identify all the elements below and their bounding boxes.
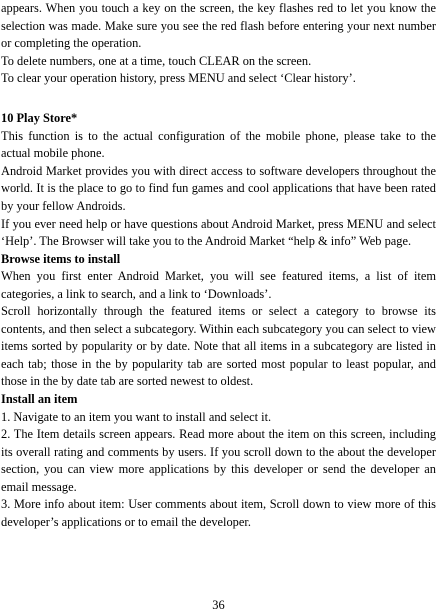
- install-heading: Install an item: [1, 392, 78, 407]
- intro-paragraph-3: To clear your operation history, press MENU and select ‘Clear history’.: [1, 71, 356, 86]
- section-paragraph-1: This function is to the actual configuration of the mobile phone, please take to the actual mobile phone.: [1, 128, 436, 161]
- browse-paragraph-1: When you first enter Android Market, you will see featured items, a list of item categories, a link to search, and a link to ‘Downloads’.: [1, 269, 436, 301]
- section-title: 10 Play Store*: [1, 111, 78, 126]
- page-number: 36: [212, 598, 225, 612]
- browse-paragraph-2: Scroll horizontally through the featured items or select a category to browse its contents, and then select a subcategory. Within each subcategory you can select to view items sorted by popularity or by date. Note that all items in a subcategory are listed in each tab; those in the by popularity tab are sorted most popular to least popular, and those in the by date tab are sorted newest to oldest.: [1, 304, 436, 389]
- section-paragraph-2: Android Market provides you with direct access to software developers throughout the world. It is the place to go to find fun games and cool applications that have been rated by your fellow Androids.: [1, 163, 436, 214]
- intro-paragraph-2: To delete numbers, one at a time, touch CLEAR on the screen.: [1, 53, 312, 68]
- install-step-1: 1. Navigate to an item you want to install and select it.: [1, 409, 272, 424]
- browse-heading: Browse items to install: [1, 251, 121, 266]
- install-step-3: 3. More info about item: User comments about item, Scroll down to view more of this developer’s applications or to email the developer.: [1, 497, 436, 529]
- intro-paragraph-1: appears. When you touch a key on the screen, the key flashes red to let you know the selection was made. Make sure you see the red flash before entering your next number or completing the operation.: [1, 1, 436, 51]
- section-paragraph-3: If you ever need help or have questions about Android Market, press MENU and select ‘Help’. The Browser will take you to the Android Market “help & info” Web page.: [1, 216, 436, 249]
- install-step-2: 2. The Item details screen appears. Read more about the item on this screen, including its overall rating and comments by users. If you scroll down to the about the developer section, you can view more applications by this developer or send the developer an email message.: [1, 427, 436, 494]
- spacer: [1, 88, 436, 106]
